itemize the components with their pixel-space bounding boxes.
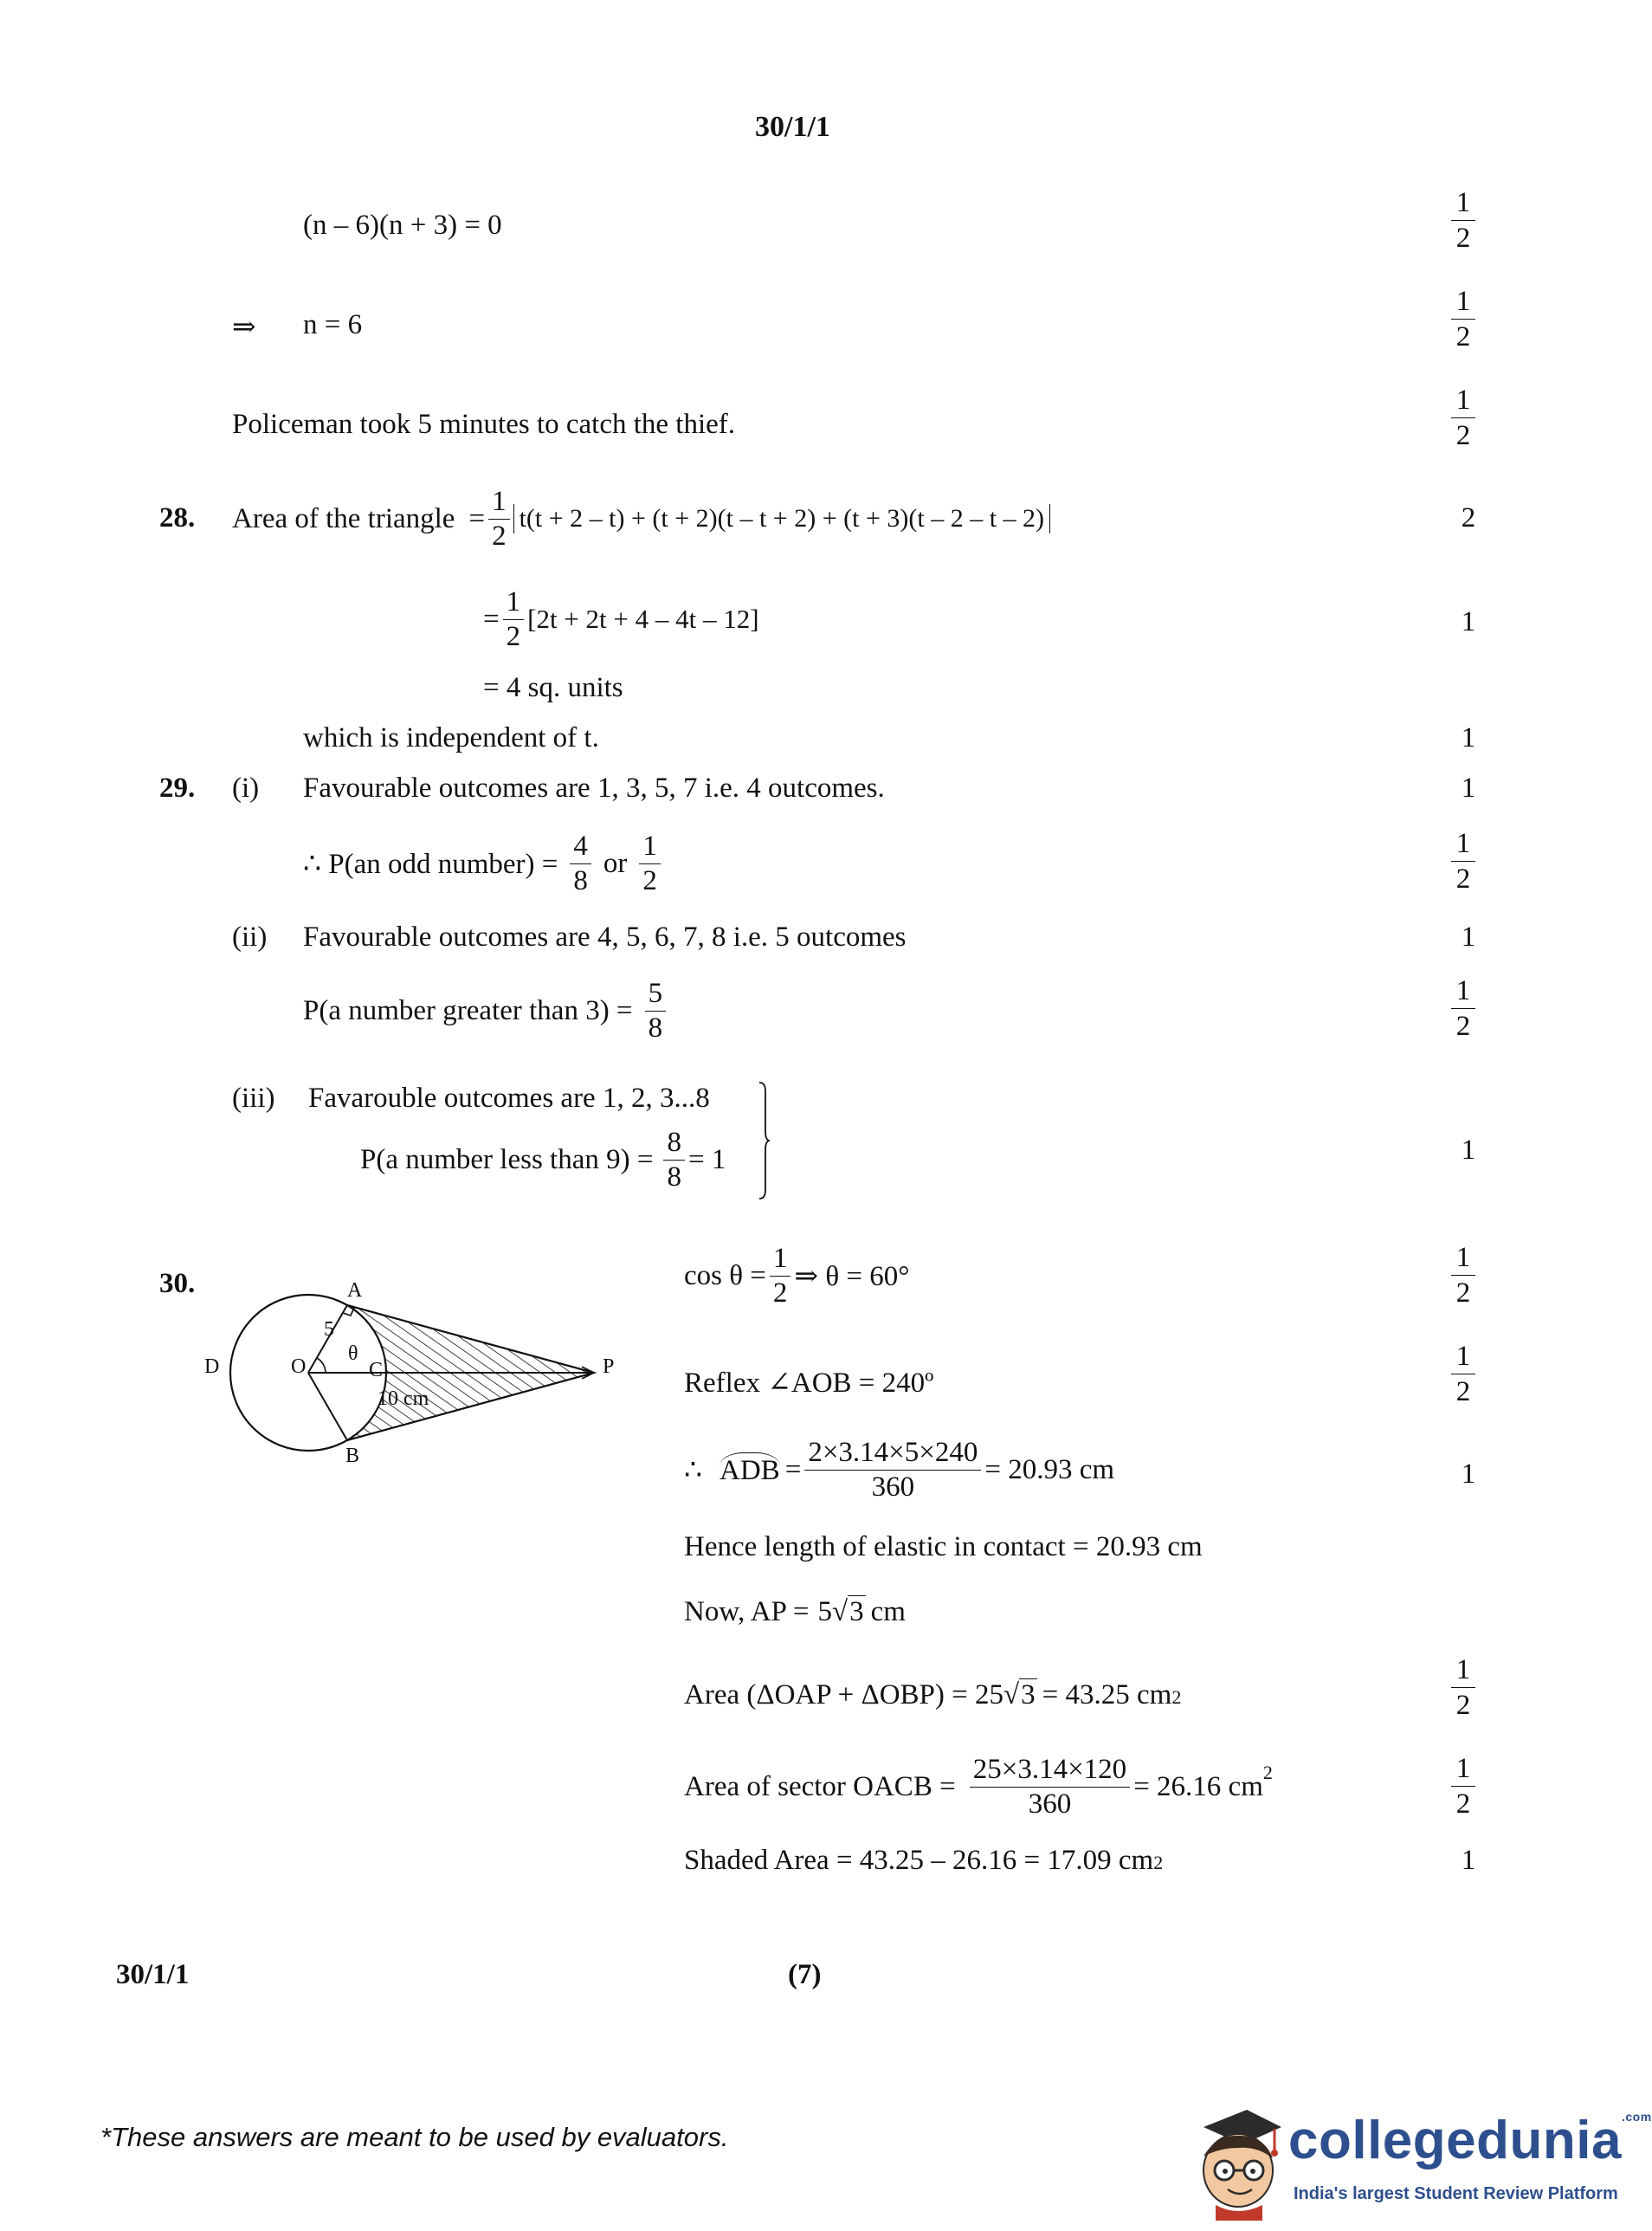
question-number-29: 29. <box>159 773 196 804</box>
q30-mark-6: 1 <box>1461 1845 1476 1876</box>
q28-result: = 4 sq. units <box>483 672 623 703</box>
q30-line-triangles: Area (ΔOAP + ΔOBP) = 25 √ 3 = 43.25 cm 2 <box>684 1679 1182 1710</box>
q30-line-cos: cos θ = $\frac{1}{2}$ ⇒ θ = 60° <box>684 1243 910 1309</box>
q30-figure <box>204 1264 637 1481</box>
q28-line-2: = $\frac{1}{2}$ [2t + 2t + 4 – 4t – 12] <box>483 586 759 652</box>
q29-mark-i1: 1 <box>1461 773 1476 804</box>
q28-mark-3: 1 <box>1461 722 1476 753</box>
implies-symbol: ⇒ <box>232 312 256 343</box>
q30-mark-4: 1 2 <box>1437 1654 1489 1722</box>
evaluator-note: *These answers are meant to be used by evaluators. <box>100 2122 729 2152</box>
q28-note: which is independent of t. <box>303 722 599 753</box>
q28-half-fraction: $\frac{1}{2}$ <box>488 487 510 551</box>
q30-line-reflex: Reflex ∠AOB = 240º <box>684 1368 934 1399</box>
q29-part-iii-text: Favarouble outcomes are 1, 2, 3...8 <box>308 1083 710 1114</box>
q27-conclusion: Policeman took 5 minutes to catch the thief. <box>232 409 736 440</box>
label-P: P <box>603 1355 615 1378</box>
q30-mark-5: 1 2 <box>1437 1753 1489 1820</box>
q28-mark-2: 1 <box>1461 606 1476 637</box>
label-op: 10 cm <box>378 1387 429 1410</box>
q29-part-iii-label: (iii) <box>232 1083 275 1114</box>
q27-mark-1: 1 2 <box>1437 187 1489 255</box>
q29-part-i-text: Favourable outcomes are 1, 3, 5, 7 i.e. 4 outcomes. <box>303 773 885 804</box>
q29-mark-ii2: 1 2 <box>1437 975 1489 1043</box>
page-header-code: 30/1/1 <box>755 111 830 143</box>
q30-mark-1: 1 2 <box>1437 1242 1489 1310</box>
q30-line-arc: ∴ ADB = $\frac{2\times 3.14\times 5\times 240}{360}$ = 20.93 cm <box>684 1437 1115 1503</box>
q29-part-i-probability: ∴ P(an odd number) = $\frac{4}{8}$ or $\frac{1}{2}$ <box>303 831 664 896</box>
q29-part-ii-label: (ii) <box>232 922 268 953</box>
arc-ADB: ADB <box>720 1452 780 1487</box>
question-number-28: 28. <box>159 502 196 534</box>
question-number-30: 30. <box>159 1268 196 1299</box>
brand-tagline: India's largest Student Review Platform <box>1294 2184 1618 2203</box>
q30-line-ap: Now, AP = 5 √ 3 cm <box>684 1595 906 1627</box>
q29-mark-iii: 1 <box>1461 1135 1476 1166</box>
q27-equation-2: n = 6 <box>303 309 363 340</box>
q27-mark-3: 1 2 <box>1437 385 1489 452</box>
q27-mark-2: 1 2 <box>1437 286 1489 353</box>
label-D: D <box>204 1355 220 1378</box>
collegedunia-logo <box>1178 2103 1652 2224</box>
q30-line-shaded: Shaded Area = 43.25 – 26.16 = 17.09 cm 2 <box>684 1845 1164 1876</box>
q28-mark-1: 2 <box>1461 502 1476 534</box>
q28-determinant-expression: t(t + 2 – t) + (t + 2)(t – t + 2) + (t + 3)(t – 2 – t – 2) <box>513 504 1050 534</box>
label-O: O <box>291 1355 307 1378</box>
label-radius: 5 <box>324 1318 334 1341</box>
brand-name: collegedunia <box>1288 2111 1622 2170</box>
footer-code: 30/1/1 <box>116 1959 190 1990</box>
q30-mark-2: 1 2 <box>1437 1341 1489 1408</box>
q29-part-iii-brace <box>758 1081 771 1200</box>
q30-line-elastic: Hence length of elastic in contact = 20.93 cm <box>684 1531 1203 1562</box>
q28-label: Area of the triangle <box>232 502 455 534</box>
mascot-icon <box>1178 2103 1288 2221</box>
q29-mark-i2: 1 2 <box>1437 828 1489 896</box>
q29-part-i-label: (i) <box>232 773 260 804</box>
brand-suffix: .com <box>1621 2110 1652 2124</box>
q28-simplified-expression: [2t + 2t + 4 – 4t – 12] <box>527 604 759 635</box>
page-number: (7) <box>788 1959 822 1990</box>
q30-line-sector: Area of sector OACB = $\frac{25\times 3.14\times 120}{360}$ = 26.16 cm $^2$ <box>684 1754 1273 1820</box>
q29-part-ii-text: Favourable outcomes are 4, 5, 6, 7, 8 i.e. 5 outcomes <box>303 922 907 953</box>
q29-part-iii-probability: P(a number less than 9) = $\frac{8}{8}$ = 1 <box>360 1127 726 1193</box>
q30-mark-3: 1 <box>1461 1458 1476 1490</box>
q28-line-1: Area of the triangle = $\frac{1}{2}$ t(t + 2 – t) + (t + 2)(t – t + 2) + (t + 3)(t – 2 – t – 2) <box>232 487 1050 551</box>
label-B: B <box>345 1445 360 1467</box>
label-theta: θ <box>348 1342 358 1365</box>
label-A: A <box>347 1279 363 1302</box>
q29-mark-ii1: 1 <box>1461 922 1476 953</box>
q27-equation-1: (n – 6)(n + 3) = 0 <box>303 210 502 241</box>
label-C: C <box>369 1359 384 1381</box>
q29-part-ii-probability: P(a number greater than 3) = $\frac{5}{8}$ <box>303 979 669 1043</box>
